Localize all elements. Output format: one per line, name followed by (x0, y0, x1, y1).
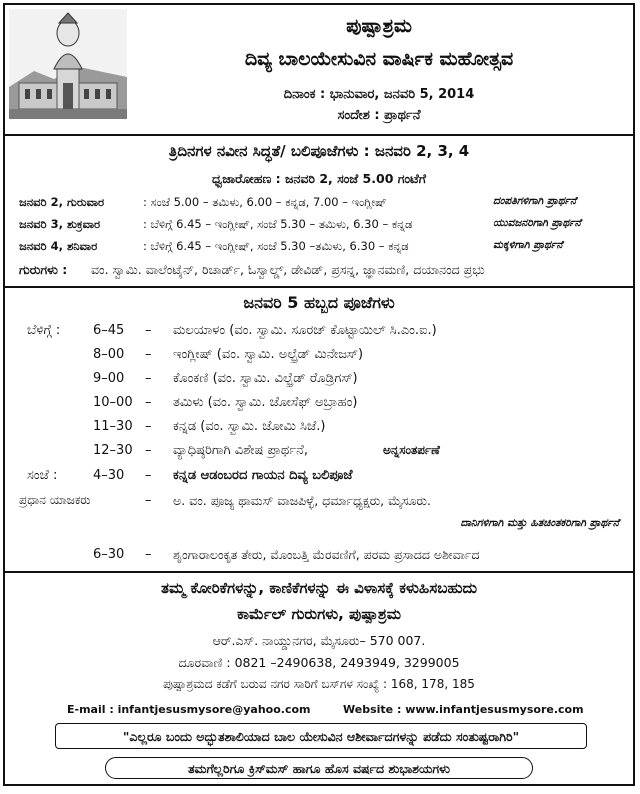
procession: ಶೃಂಗಾರಾಲಂಕೃತ ತೇರು, ಮೊಂಬತ್ತಿ ಮೆರವಣಿಗೆ, ಪರಮ ಪ್ರಸಾದದ ಅಶೀರ್ವಾದ (173, 547, 480, 562)
evening-time: 4–30 (93, 468, 125, 483)
mass-desc: ವ್ಯಾಧಿಷ್ಠರಿಗಾಗಿ ವಿಶೇಷ ಪ್ರಾರ್ಥನೆ, (173, 443, 308, 458)
priests-list: ವಂ. ಸ್ವಾಮಿ. ವಾಲೆಂಟೈನ್, ರಿಚಾರ್ಡ್, ಓಸ್ವಾಲ್ಡ್, ಡೇವಿಡ್, ಪ್ರಸನ್ನ, ಜ್ಞಾನಮಣಿ, ದಯಾನಂದ ಪ್ರಭು (91, 262, 485, 277)
morning-label: ಬೆಳಿಗ್ಗೆ : (27, 323, 61, 338)
triduum-heading-text: ತ್ರಿದಿನಗಳ ನವೀನ ಸಿದ್ಧತೆ/ ಬಲಿಪೂಜೆಗಳು : (168, 142, 370, 160)
send-line: ತಮ್ಮ ಕೋರಿಕೆಗಳನ್ನು, ಕಾಣಿಕೆಗಳನ್ನು ಈ ವಿಳಾಸಕ್ಕೆ ಕಳುಹಿಸಬಹುದು (161, 579, 477, 597)
day-times: : ಸಂಜೆ 5.00 – ತಮಿಳು, 6.00 – ಕನ್ನಡ, 7.00 – ಇಂಗ್ಲೀಷ್ (143, 195, 387, 209)
celebrant-label: ಪ್ರಧಾನ ಯಾಜಕರು (19, 493, 91, 507)
procession-time: 6–30 (93, 547, 125, 562)
mass-desc: ಕೊಂಕಣಿ (ವಂ. ಸ್ವಾಮಿ. ವಿಲ್ಫ್ರೆಡ್ ರೊಡ್ರಿಗಸ್) (173, 371, 358, 386)
meal-note: ಅನ್ನಸಂತರ್ಪಣೆ (383, 443, 440, 457)
mass-time: 10–00 (93, 395, 133, 410)
flag-hoisting-line: ಧ್ವಜಾರೋಹಣ : ಜನವರಿ 2, ಸಂಜೆ 5.00 ಗಂಟೆಗೆ (211, 171, 427, 186)
website-label: Website : (343, 703, 402, 716)
page-subtitle: ದಿವ್ಯ ಬಾಲಯೇಸುವಿನ ವಾರ್ಷಿಕ ಮಹೋತ್ಸವ (244, 48, 514, 70)
website-link[interactable]: www.infantjesusmysore.com (405, 703, 584, 716)
poster (3, 3, 635, 786)
mass-dash: – (145, 493, 152, 508)
bus-routes: ಪುಷ್ಪಾಶ್ರಮದ ಕಡೆಗೆ ಬರುವ ನಗರ ಸಾರಿಗೆ ಬಸ್‌ಗಳ ಸಂಖ್ಯೆ : 168, 178, 185 (163, 677, 475, 691)
mass-time: 9–00 (93, 371, 125, 386)
evening-desc: ಕನ್ನಡ ಆಡಂಬರದ ಗಾಯನ ದಿವ್ಯ ಬಲಿಪೂಜೆ (173, 468, 353, 483)
email-link[interactable]: infantjesusmysore@yahoo.com (117, 703, 311, 716)
day-label: ಜನವರಿ 4, ಶನಿವಾರ (19, 239, 98, 253)
triduum-heading (5, 142, 633, 160)
day-label: ಜನವರಿ 3, ಶುಕ್ರವಾರ (19, 217, 101, 231)
mass-time: 12–30 (93, 443, 133, 458)
quote-text: "ಎಲ್ಲರೂ ಬಂದು ಅದ್ಭುತಶಾಲಿಯಾದ ಬಾಲ ಯೇಸುವಿನ ಆಶೀರ್ವಾದಗಳನ್ನು ಪಡೆದು ಸಂತುಷ್ಟರಾಗಿರಿ" (122, 729, 520, 744)
day-times: : ಬೆಳಿಗ್ಗೆ 6.45 – ಇಂಗ್ಲೀಷ್, ಸಂಜೆ 5.30 – ತಮಿಳು, 6.30 – ಕನ್ನಡ (143, 217, 413, 231)
message-line: ಸಂದೇಶ : ಪ್ರಾರ್ಥನೆ (337, 108, 421, 123)
org-name: ಕಾರ್ಮೆಲ್ ಗುರುಗಳು, ಪುಷ್ಪಾಶ್ರಮ (237, 605, 401, 623)
mass-dash: – (145, 419, 152, 434)
mass-dash: – (145, 547, 152, 562)
date-line: ದಿನಾಂಕ : ಭಾನುವಾರ, ಜನವರಿ 5, 2014 (283, 87, 475, 102)
day-intent: ದಂಪತಿಗಳಿಗಾಗಿ ಪ್ರಾರ್ಥನೆ (493, 195, 577, 207)
triduum-dates: ಜನವರಿ 2, 3, 4 (374, 142, 470, 160)
celebrant: ಅ. ವಂ. ಪೂಜ್ಯ ಥಾಮಸ್ ವಾಜಪಿಳ್ಳೆ, ಧರ್ಮಾಧ್ಯಕ್ಷರು, ಮೈಸೂರು. (173, 493, 431, 508)
mass-desc: ಮಲಯಾಳಂ (ವಂ. ಸ್ವಾಮಿ. ಸೂರಜ್ ಕೊಟ್ಟಾಯಿಲ್ ಸಿ.ಎಂ.ಐ.) (173, 323, 437, 338)
website-row (343, 703, 584, 716)
mass-desc: ಕನ್ನಡ (ವಂ. ಸ್ವಾಮಿ. ಜೋಮಿ ಸಿಜೆ.) (173, 419, 326, 434)
priests-label: ಗುರುಗಳು : (19, 262, 68, 277)
page-title: ಪುಷ್ಪಾಶ್ರಮ (346, 15, 412, 37)
divider (5, 571, 633, 573)
greeting-text: ತಮಗೆಲ್ಲರಿಗೂ ಕ್ರಿಸ್‌ಮಸ್ ಹಾಗೂ ಹೊಸ ವರ್ಷದ ಶುಭಾಶಯಗಳು (188, 761, 450, 776)
day-times: : ಬೆಳಿಗ್ಗೆ 6.45 – ಇಂಗ್ಲೀಷ್, ಸಂಜೆ 5.30 –ತಮಿಳು, 6.30 – ಕನ್ನಡ (143, 239, 409, 253)
divider (5, 134, 633, 136)
mass-dash: – (145, 395, 152, 410)
feast-heading: ಜನವರಿ 5 ಹಬ್ಬದ ಪೂಜೆಗಳು (243, 293, 395, 312)
mass-dash: – (145, 468, 152, 483)
mass-desc: ಇಂಗ್ಲೀಷ್ (ವಂ. ಸ್ವಾಮಿ. ಅಲ್ಫ್ರೆಡ್ ಮಿನೇಜಸ್) (173, 347, 364, 362)
mass-dash: – (145, 371, 152, 386)
email-row (67, 703, 311, 716)
mass-time: 11–30 (93, 419, 133, 434)
greeting-banner (105, 757, 533, 779)
mass-desc: ತಮಿಳು (ವಂ. ಸ್ವಾಮಿ. ಜೋಸೆಫ್ ಅಬ್ರಾಹಂ) (173, 395, 358, 410)
phone: ದೂರವಾಣಿ : 0821 –2490638, 2493949, 3299005 (178, 655, 460, 670)
evening-label: ಸಂಜೆ : (27, 468, 58, 483)
day-intent: ಯುವಜನರಿಗಾಗಿ ಪ್ರಾರ್ಥನೆ (493, 217, 581, 229)
mass-dash: – (145, 443, 152, 458)
address: ಆರ್.ಎಸ್. ನಾಯ್ಡುನಗರ, ಮೈಸೂರು– 570 007. (212, 633, 426, 648)
donors-note: ದಾನಿಗಳಿಗಾಗಿ ಮತ್ತು ಹಿತಚಿಂತಕರಿಗಾಗಿ ಪ್ರಾರ್ಥನೆ (460, 517, 619, 529)
divider (5, 286, 633, 288)
mass-dash: – (145, 347, 152, 362)
church-photo (9, 9, 127, 119)
mass-dash: – (145, 323, 152, 338)
day-intent: ಮಕ್ಕಳಿಗಾಗಿ ಪ್ರಾರ್ಥನೆ (493, 239, 563, 251)
mass-time: 8–00 (93, 347, 125, 362)
day-label: ಜನವರಿ 2, ಗುರುವಾರ (19, 195, 105, 209)
email-label: E-mail : (67, 703, 114, 716)
mass-time: 6–45 (93, 323, 125, 338)
quote-box (55, 723, 587, 749)
